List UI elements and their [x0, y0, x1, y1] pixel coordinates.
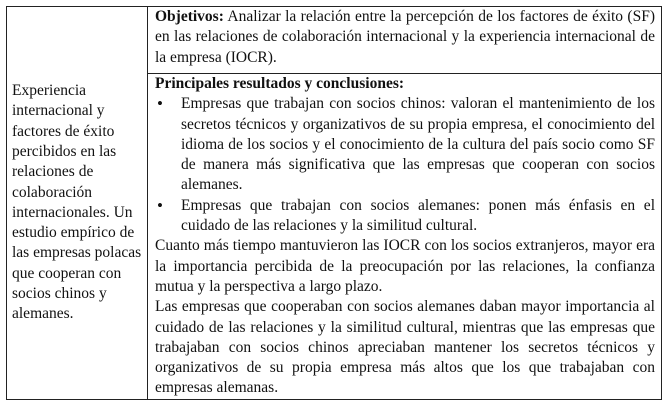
study-title: Experiencia internacional y factores de éxito percibidos en las relaciones de colaboración internacionales. Un estudio empírico de las empresas polacas que cooperan con socios chinos y alemanes.	[12, 82, 142, 323]
summary-table-container	[6, 6, 662, 399]
objectives-label: Objetivos:	[155, 8, 224, 25]
list-item: • Empresas que trabajan con socios alemanes: ponen más énfasis en el cuidado de las relaciones y la similitud cultural.	[155, 196, 655, 237]
results-heading: Principales resultados y conclusiones:	[155, 75, 405, 92]
objectives-text: Analizar la relación entre la percepción de los factores de éxito (SF) en las relaciones de colaboración internacional y la experiencia internacional de la empresa (IOCR).	[155, 8, 655, 66]
summary-table	[6, 6, 662, 400]
results-paragraph: Cuanto más tiempo mantuvieron las IOCR con los socios extranjeros, mayor era la importancia percibida de la preocupación por las relaciones, la confianza mutua y la perspectiva a largo plazo.	[155, 237, 655, 295]
objectives-cell	[148, 7, 662, 74]
study-title-cell	[7, 7, 148, 400]
results-paragraph: Las empresas que cooperaban con socios alemanes daban mayor importancia al cuidado de las relaciones y la similitud cultural, mientras que las empresas que trabajaban con socios chinos apreciaban mantener los secretos técnicos y organizativos de su propia empresa más altos que los que trabajaban con empresas alemanas.	[155, 298, 655, 397]
list-item: • Empresas que trabajan con socios chinos: valoran el mantenimiento de los secretos técnicos y organizativos de su propia empresa, el conocimiento del idioma de los socios y el conocimiento de la cultura del país socio como SF de manera más significativa que las empresas que cooperan con socios alemanes.	[155, 94, 655, 195]
results-bullet-list	[155, 94, 655, 236]
results-cell	[148, 74, 662, 400]
